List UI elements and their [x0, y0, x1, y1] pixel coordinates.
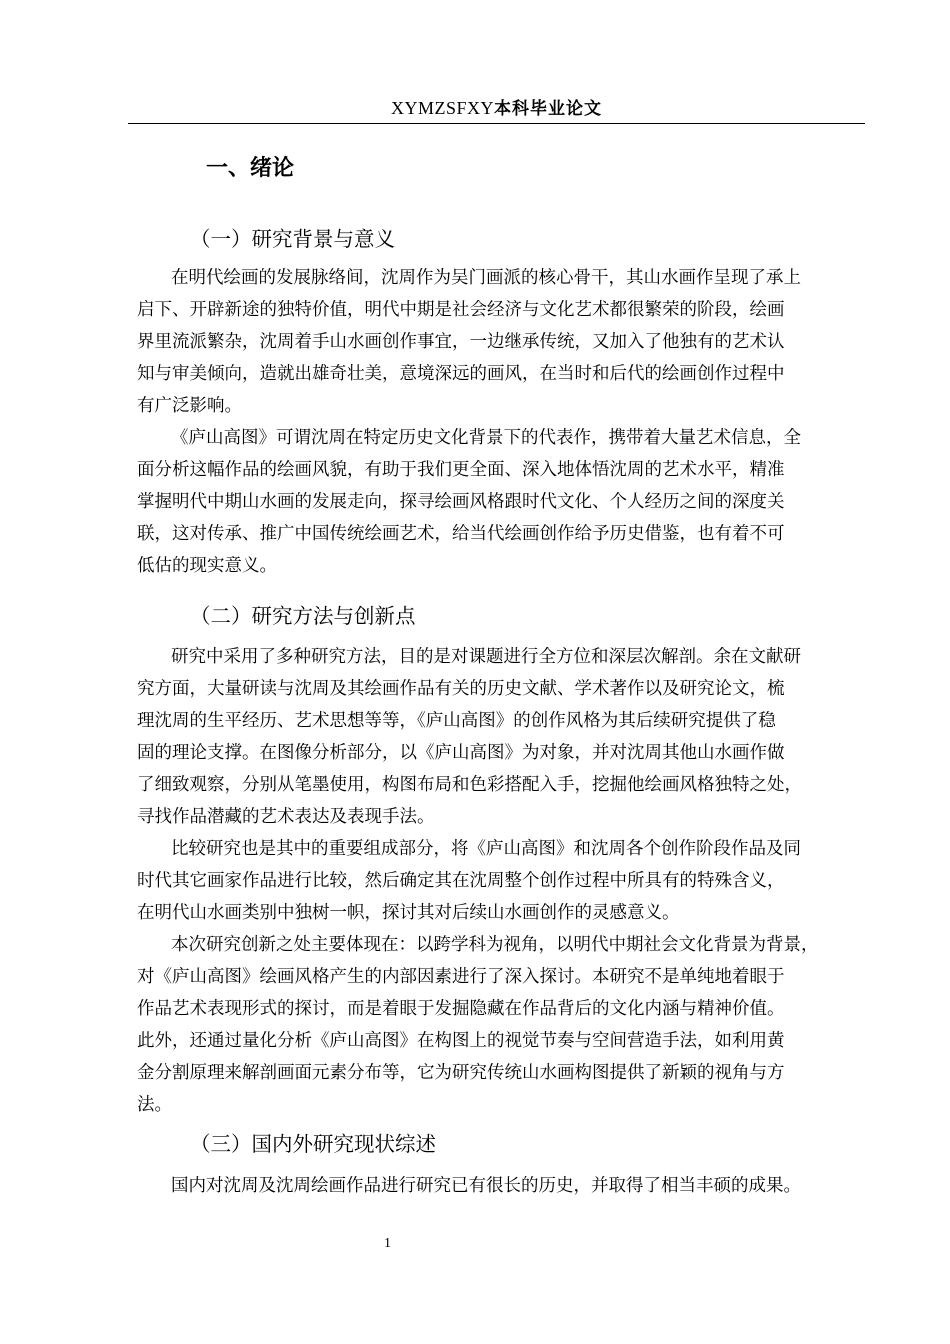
paragraph-innovation [137, 929, 819, 1121]
text-line: 对《庐山高图》绘画风格产生的内部因素进行了深入探讨。本研究不是单纯地着眼于 [137, 967, 785, 987]
paragraph-literature-review [137, 1170, 801, 1202]
text-line: 固的理论支撑。在图像分析部分，以《庐山高图》为对象，并对沈周其他山水画作做 [137, 743, 785, 763]
text-line: 本次研究创新之处主要体现在：以跨学科为视角，以明代中期社会文化背景为背景， [171, 935, 819, 955]
text-line: 界里流派繁杂，沈周着手山水画创作事宜，一边继承传统，又加入了他独有的艺术认 [137, 332, 785, 352]
section-heading-literature-review: （三）国内外研究现状综述 [190, 1132, 436, 1156]
paragraph-background-1 [137, 262, 801, 422]
text-line: 此外，还通过量化分析《庐山高图》在构图上的视觉节奏与空间营造手法，如利用黄 [137, 1031, 785, 1051]
text-line: 寻找作品潜藏的艺术表达及表现手法。 [137, 807, 435, 827]
text-line: 理沈周的生平经历、艺术思想等等，《庐山高图》的创作风格为其后续研究提供了稳 [137, 711, 776, 731]
page-number: 1 [384, 1236, 391, 1251]
chapter-heading: 一、绪论 [206, 156, 295, 181]
header-thesis-title: 本科毕业论文 [494, 99, 603, 119]
text-line: 在明代绘画的发展脉络间，沈周作为吴门画派的核心骨干，其山水画作呈现了承上 [171, 268, 801, 288]
paragraph-background-2 [137, 422, 801, 582]
text-line: 究方面，大量研读与沈周及其绘画作品有关的历史文献、学术著作以及研究论文，梳 [137, 679, 785, 699]
text-line: 法。 [137, 1095, 172, 1115]
section-heading-methods: （二）研究方法与创新点 [190, 604, 416, 628]
text-line: 知与审美倾向，造就出雄奇壮美，意境深远的画风，在当时和后代的绘画创作过程中 [137, 364, 785, 384]
header-school-code: XYMZSFXY [390, 98, 495, 118]
section-heading-background: （一）研究背景与意义 [190, 227, 395, 251]
text-line: 低估的现实意义。 [137, 556, 277, 576]
text-line: 国内对沈周及沈周绘画作品进行研究已有很长的历史，并取得了相当丰硕的成果。 [171, 1176, 801, 1196]
text-line: 《庐山高图》可谓沈周在特定历史文化背景下的代表作，携带着大量艺术信息，全 [171, 428, 801, 448]
page-header [128, 95, 865, 124]
text-line: 联，这对传承、推广中国传统绘画艺术，给当代绘画创作给予历史借鉴，也有着不可 [137, 524, 785, 544]
text-line: 作品艺术表现形式的探讨，而是着眼于发掘隐藏在作品背后的文化内涵与精神价值。 [137, 999, 785, 1019]
text-line: 启下、开辟新途的独特价值，明代中期是社会经济与文化艺术都很繁荣的阶段，绘画 [137, 300, 785, 320]
text-line: 掌握明代中期山水画的发展走向，探寻绘画风格跟时代文化、个人经历之间的深度关 [137, 492, 785, 512]
paragraph-methods-1 [137, 641, 802, 833]
text-line: 时代其它画家作品进行比较，然后确定其在沈周整个创作过程中所具有的特殊含义， [137, 871, 785, 891]
text-line: 有广泛影响。 [137, 396, 242, 416]
text-line: 比较研究也是其中的重要组成部分，将《庐山高图》和沈周各个创作阶段作品及同 [171, 839, 801, 859]
text-line: 了细致观察，分别从笔墨使用，构图布局和色彩搭配入手，挖掘他绘画风格独特之处， [137, 775, 802, 795]
text-line: 金分割原理来解剖画面元素分布等，它为研究传统山水画构图提供了新颖的视角与方 [137, 1063, 785, 1083]
text-line: 面分析这幅作品的绘画风貌，有助于我们更全面、深入地体悟沈周的艺术水平，精准 [137, 460, 785, 480]
paragraph-methods-2 [137, 833, 801, 929]
text-line: 在明代山水画类别中独树一帜，探讨其对后续山水画创作的灵感意义。 [137, 903, 680, 923]
text-line: 研究中采用了多种研究方法，目的是对课题进行全方位和深层次解剖。余在文献研 [171, 647, 801, 667]
